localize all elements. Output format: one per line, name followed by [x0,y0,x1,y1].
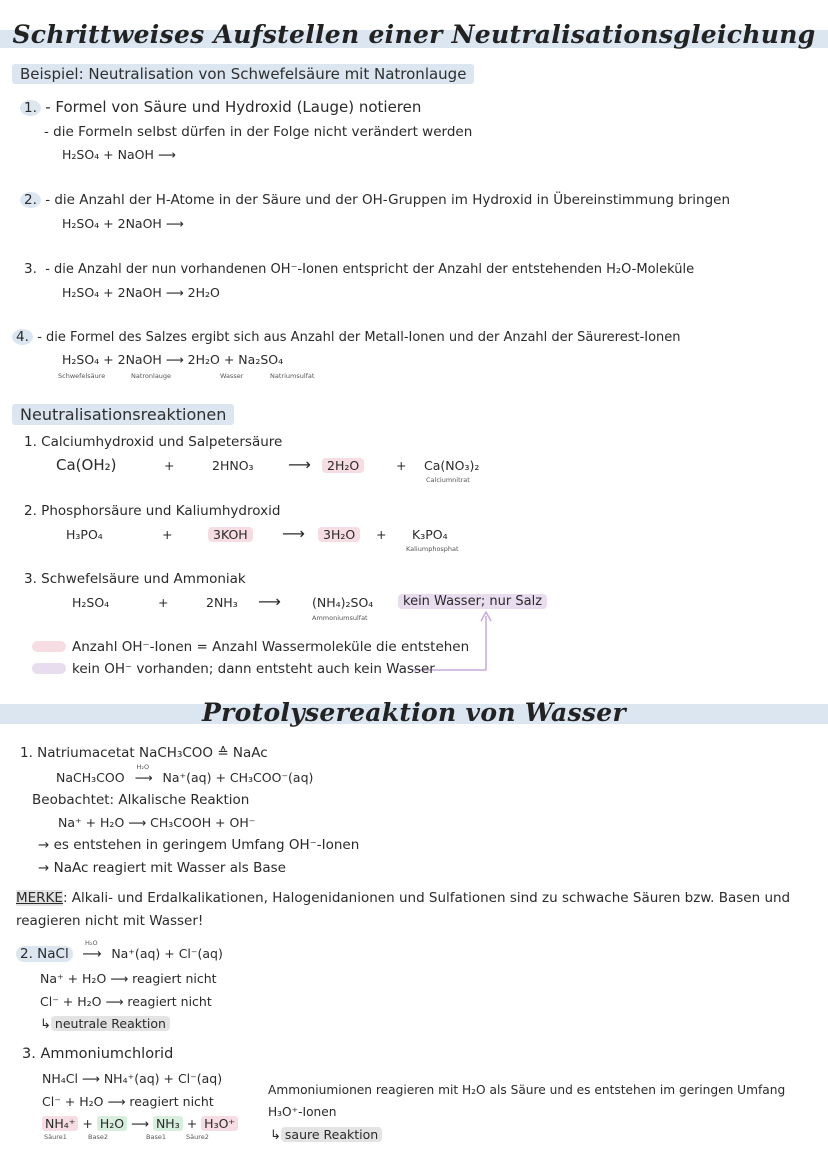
arrow-label: H₂O [136,763,150,771]
reaction-1-plus: + [164,458,175,473]
reaction-2-reactant1: H₃PO₄ [66,527,103,542]
protolysis-1-eq1 [56,763,314,785]
reaction-1-product1: 2H₂O [322,458,364,473]
protolysis-2-right: Na⁺(aq) + Cl⁻(aq) [111,946,223,961]
protolysis-3-note1: Ammoniumionen reagieren mit H₂O als Säure und es entstehen im geringen Umfang [268,1083,786,1097]
label-base1: Base1 [146,1133,166,1141]
label-base2: Base2 [88,1133,108,1141]
return-arrow-icon: ↳ [40,1017,51,1032]
section-title-protolysis: Protolysereaktion von Wasser [202,698,626,727]
reaction-2-product2-label: Kaliumphosphat [406,545,459,553]
legend-pink-text: Anzahl OH⁻-Ionen = Anzahl Wassermoleküle die entstehen [72,639,470,655]
reaction-3-arrow: ⟶ [258,592,281,611]
reaction-1-title: 1. Calciumhydroxid und Salpetersäure [24,434,283,450]
reaction-3-product1-label: Ammoniumsulfat [312,614,368,622]
reaction-3-note: kein Wasser; nur Salz [398,594,547,609]
step-text: - die Anzahl der H-Atome in der Säure und der OH-Gruppen im Hydroxid in Übereinstimmung bringen [45,192,731,208]
return-arrow-icon: ↳ [270,1128,281,1143]
reaction-2-arrow: ⟶ [282,524,305,543]
step-2-equation: H₂SO₄ + 2NaOH ⟶ [62,216,184,231]
reaction-2-product2: K₃PO₄ [412,527,448,542]
label-natronlauge: Natronlauge [131,372,172,380]
example-heading: Beispiel: Neutralisation von Schwefelsäure mit Natronlauge [12,64,474,84]
protolysis-2-line2: Cl⁻ + H₂O ⟶ reagiert nicht [40,994,212,1009]
step-2 [20,192,730,208]
reaction-2-plus: + [162,527,173,542]
protolysis-2-result [40,1016,170,1032]
protolysis-3-line2: Cl⁻ + H₂O ⟶ reagiert nicht [42,1094,214,1109]
reaction-1-reactant1: Ca(OH₂) [56,456,117,474]
formula-right: Na⁺(aq) + CH₃COO⁻(aq) [162,770,314,785]
reaction-1-plus2: + [396,458,407,473]
neutral-heading: Neutralisationsreaktionen [12,404,234,425]
reaction-2-title: 2. Phosphorsäure und Kaliumhydroxid [24,503,281,519]
reaction-3-plus: + [158,595,169,610]
step-text: - die Formel des Salzes ergibt sich aus Anzahl der Metall-Ionen und der Anzahl der Säurerest-Ionen [37,330,681,345]
step-text: - Formel von Säure und Hydroxid (Lauge) notieren [45,98,422,116]
reaction-arrow: H₂O ⟶ [82,939,102,962]
protolysis-1-eq2: Na⁺ + H₂O ⟶ CH₃COOH + OH⁻ [58,815,256,830]
reaction-3-reactant1: H₂SO₄ [72,595,110,610]
species-h2o: H₂O [97,1116,127,1131]
reaction-1-reactant2: 2HNO₃ [212,458,254,473]
step-1-line2: - die Formeln selbst dürfen in der Folge nicht verändert werden [44,124,473,140]
reaction-2-product1: 3H₂O [318,527,360,542]
protolysis-2-line1: Na⁺ + H₂O ⟶ reagiert nicht [40,971,217,986]
reaction-3-title: 3. Schwefelsäure und Ammoniak [24,571,246,587]
merke-label: MERKE [16,890,63,906]
main-title: Schrittweises Aufstellen einer Neutralisationsgleichung [12,20,816,49]
protolysis-1-title: 1. Natriumacetat NaCH₃COO ≙ NaAc [20,745,268,761]
label-schwefelsaeure: Schwefelsäure [58,372,106,380]
species-nh4: NH₄⁺ [42,1116,78,1131]
reaction-3-reactant2: 2NH₃ [206,595,238,610]
step-3-equation: H₂SO₄ + 2NaOH ⟶ 2H₂O [62,285,220,300]
reaction-1-arrow: ⟶ [288,455,311,474]
step-3 [20,261,694,277]
legend-lavender-text: kein OH⁻ vorhanden; dann entsteht auch kein Wasser [72,661,435,677]
label-saeure1: Säure1 [44,1133,67,1141]
step-number: 2. [20,192,41,208]
result-badge: neutrale Reaktion [51,1016,170,1031]
protolysis-3-title: 3. Ammoniumchlorid [22,1046,174,1062]
reaction-3-product1: (NH₄)₂SO₄ [312,595,374,610]
legend-pink-swatch [32,641,66,652]
label-natriumsulfat: Natriumsulfat [270,372,315,380]
step-4-equation: H₂SO₄ + 2NaOH ⟶ 2H₂O + Na₂SO₄ [62,352,284,367]
step-number: 1. [20,100,41,116]
protolysis-3-line1: NH₄Cl ⟶ NH₄⁺(aq) + Cl⁻(aq) [42,1071,223,1086]
plus-sign: + [82,1116,93,1131]
protolysis-1-bullet2: → NaAc reagiert mit Wasser als Base [38,860,286,876]
step-1-equation: H₂SO₄ + NaOH ⟶ [62,147,176,162]
formula: NaCH₃COO [56,770,125,785]
reaction-1-product2: Ca(NO₃)₂ [424,458,480,473]
merke-text: : Alkali- und Erdalkalikationen, Halogenidanionen und Sulfationen sind zu schwache Säuren bzw. Basen und [62,890,791,906]
step-1 [20,98,421,116]
legend-lavender-swatch [32,663,66,674]
protolysis-2-title [16,939,223,962]
arrow-label: H₂O [85,939,98,947]
step-text: - die Anzahl der nun vorhandenen OH⁻-Ionen entspricht der Anzahl der entstehenden H₂O-Moleküle [45,262,695,277]
reaction-arrow: ⟶ [131,1116,149,1131]
plus-sign: + [186,1116,198,1131]
label-wasser: Wasser [220,372,244,380]
label-saeure2: Säure2 [186,1133,209,1141]
protolysis-3-note2: H₃O⁺-Ionen [268,1105,337,1119]
reaction-1-product2-label: Calciumnitrat [426,476,470,484]
merke-line2: reagieren nicht mit Wasser! [16,913,204,929]
species-nh3: NH₃ [153,1116,183,1131]
reaction-2-reactant2: 3KOH [208,527,253,542]
protolysis-3-result [270,1127,382,1143]
step-4 [12,329,681,345]
step-number: 4. [12,329,33,345]
reaction-arrow: H₂O ⟶ [134,763,153,785]
protolysis-2-label: 2. NaCl [16,946,73,962]
step-number: 3. [24,261,37,277]
protolysis-1-observed: Beobachtet: Alkalische Reaktion [32,792,250,808]
protolysis-1-bullet1: → es entstehen in geringem Umfang OH⁻-Ionen [38,837,360,853]
result-badge: saure Reaktion [281,1127,382,1142]
species-h3o: H₃O⁺ [201,1116,238,1131]
protolysis-3-line3 [42,1116,238,1131]
reaction-2-plus2: + [376,527,387,542]
merke-line1 [16,890,790,906]
